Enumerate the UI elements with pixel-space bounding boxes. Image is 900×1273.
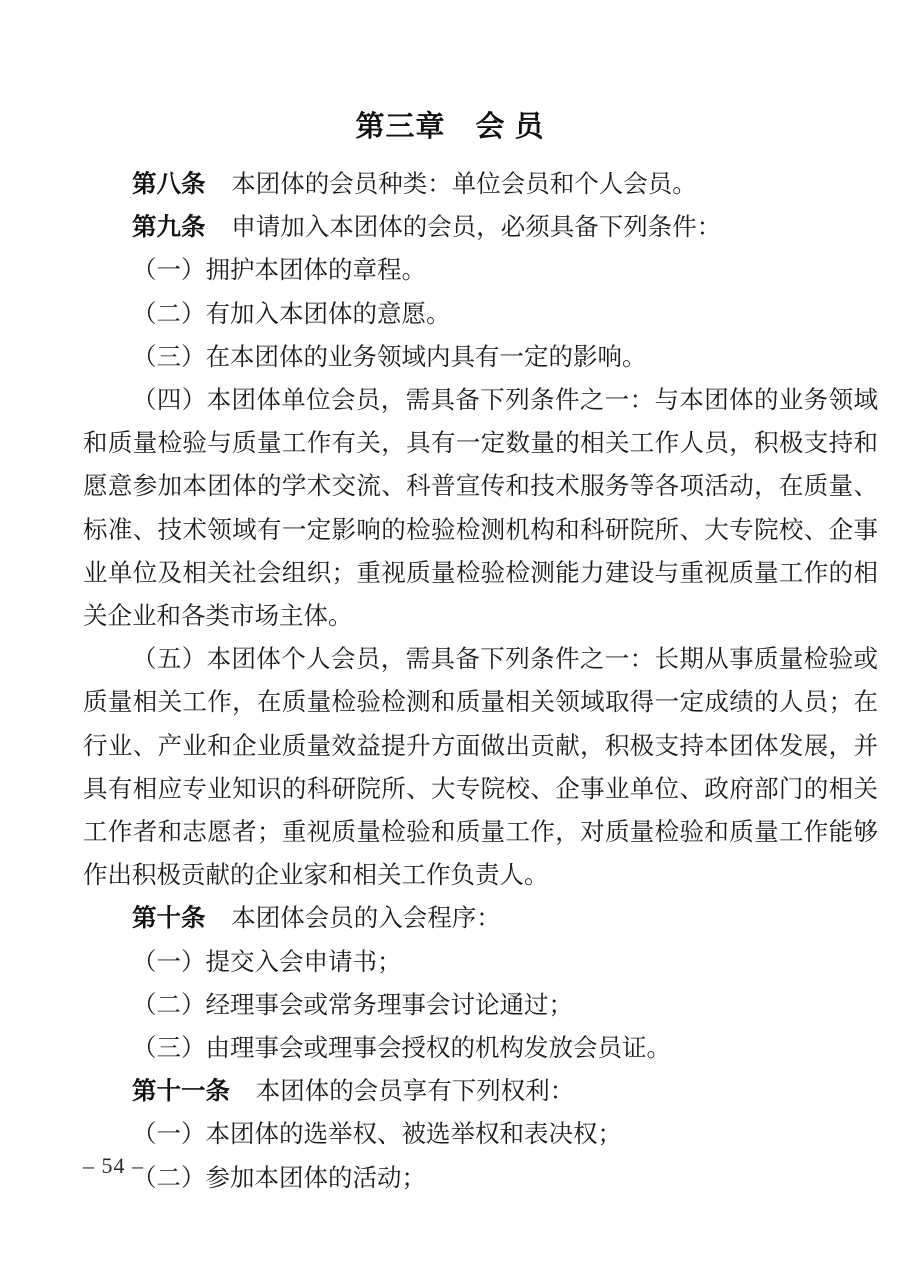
paragraph	[83, 206, 878, 249]
paragraph-text: （二）经理事会或常务理事会讨论通过；	[132, 991, 573, 1019]
paragraph-text: （四）本团体单位会员，需具备下列条件之一：与本团体的业务领域和质量检验与质量工作有关，具有一定数量的相关工作人员，积极支持和愿意参加本团体的学术交流、科普宣传和技术服务等各项活动，在质量、标准、技术领域有一定影响的检验检测机构和科研院所、大专院校、企事业单位及相关社会组织；重视质量检验检测能力建设与重视质量工作的相关企业和各类市场主体。	[83, 387, 878, 631]
paragraph-text: 本团体的会员享有下列权利：	[255, 1078, 575, 1106]
paragraph-text: （二）参加本团体的活动；	[132, 1164, 426, 1192]
paragraph-text: 本团体的会员种类：单位会员和个人会员。	[231, 171, 697, 198]
paragraph	[83, 638, 878, 897]
paragraph	[83, 1070, 878, 1113]
paragraph	[83, 1113, 878, 1156]
paragraph-text: （三）在本团体的业务领域内具有一定的影响。	[132, 343, 647, 371]
paragraph	[83, 249, 878, 292]
paragraph	[83, 1157, 878, 1200]
page-number: – 54 –	[83, 1153, 144, 1178]
article-number-label: 第十一条	[132, 1078, 230, 1106]
paragraph	[83, 941, 878, 984]
chapter-title: 第三章 会 员	[355, 111, 545, 143]
paragraph-text: （一）拥护本团体的章程。	[132, 257, 426, 285]
paragraph	[83, 897, 878, 940]
paragraph	[83, 163, 878, 206]
paragraph	[83, 1027, 878, 1070]
article-number-label: 第九条	[132, 214, 206, 242]
paragraph-text: （一）提交入会申请书；	[132, 948, 402, 976]
paragraph	[83, 293, 878, 336]
article-number-label: 第八条	[132, 171, 206, 198]
paragraph	[83, 379, 878, 638]
paragraph	[83, 984, 878, 1027]
paragraph	[83, 336, 878, 379]
paragraph-text: （一）本团体的选举权、被选举权和表决权；	[132, 1121, 622, 1149]
paragraph-text: （三）由理事会或理事会授权的机构发放会员证。	[132, 1035, 671, 1063]
document-body	[83, 163, 878, 1200]
paragraph-text: （二）有加入本团体的意愿。	[132, 300, 451, 328]
paragraph-text: （五）本团体个人会员，需具备下列条件之一：长期从事质量检验或质量相关工作，在质量检验检测和质量相关领域取得一定成绩的人员；在行业、产业和企业质量效益提升方面做出贡献，积极支持本团体发展，并具有相应专业知识的科研院所、大专院校、企事业单位、政府部门的相关工作者和志愿者；重视质量检验和质量工作，对质量检验和质量工作能够作出积极贡献的企业家和相关工作负责人。	[83, 646, 878, 890]
article-number-label: 第十条	[132, 905, 206, 933]
paragraph-text: 本团体会员的入会程序：	[231, 905, 501, 933]
paragraph-text: 申请加入本团体的会员，必须具备下列条件：	[231, 214, 722, 242]
